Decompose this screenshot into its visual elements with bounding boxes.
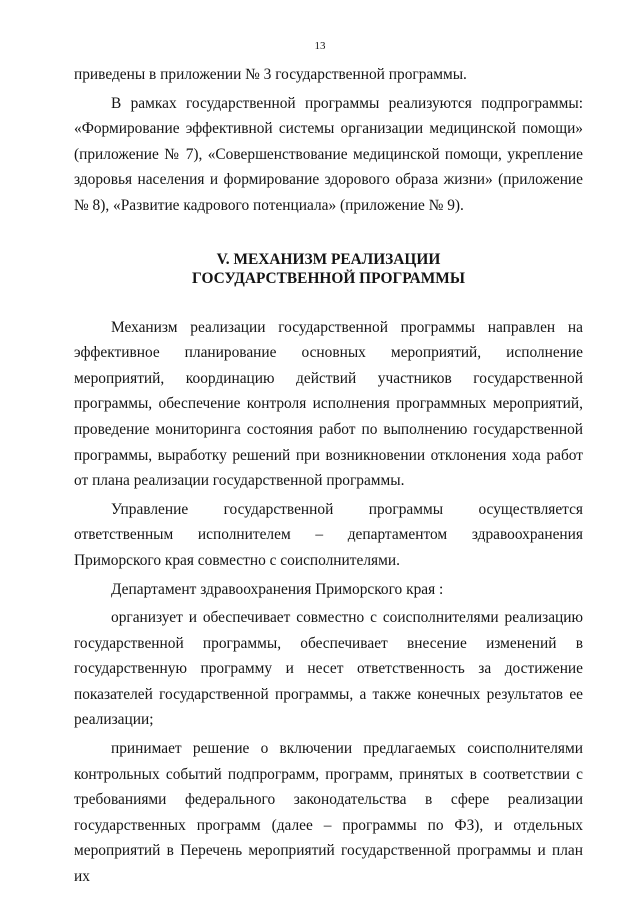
paragraph-decides: принимает решение о включении предлагаемых соисполнителями контрольных событий подпрограмм, программ, принятых в соответствии с требованиями федерального законодательства в сфере реализации государственных программ (далее – программы по ФЗ), и отдельных мероприятий в Перечень мероприятий государственной программы и план их <box>74 740 583 886</box>
paragraph-subprograms: В рамках государственной программы реализуются подпрограммы: «Формирование эффективной системы организации медицинской помощи» (приложение № 7), «Совершенствование медицинской помощи, укрепление здоровья населения и формирование здорового образа жизни» (приложение № 8), «Развитие кадрового потенциала» (приложение № 9). <box>74 94 583 214</box>
paragraph-mechanism: Механизм реализации государственной программы направлен на эффективное планирование основных мероприятий, исполнение мероприятий, координацию действий участников государственной программы, обеспечение контроля исполнения программных мероприятий, проведение мониторинга состояния работ по выполнению государственной программы, выработку решений при возникновении отклонения хода работ от плана реализации государственной программы. <box>74 318 583 490</box>
page-body <box>74 62 583 890</box>
paragraph-intro-continuation: приведены в приложении № 3 государственной программы. <box>74 66 467 83</box>
paragraph-management: Управление государственной программы осуществляется ответственным исполнителем – департаментом здравоохранения Приморского края совместно с соисполнителями. <box>74 500 583 569</box>
paragraph-department: Департамент здравоохранения Приморского края : <box>111 580 444 598</box>
page-number: 13 <box>314 40 326 52</box>
section-heading <box>74 250 583 289</box>
section-heading-line-2: ГОСУДАРСТВЕННОЙ ПРОГРАММЫ <box>192 270 465 288</box>
paragraph-organizes: организует и обеспечивает совместно с соисполнителями реализацию государственной программы, обеспечивает внесение изменений в государственную программу и несет ответственность за достижение показателей государственной программы, а также конечных результатов ее реализации; <box>74 609 583 729</box>
section-heading-line-1: V. МЕХАНИЗМ РЕАЛИЗАЦИИ <box>216 250 441 268</box>
